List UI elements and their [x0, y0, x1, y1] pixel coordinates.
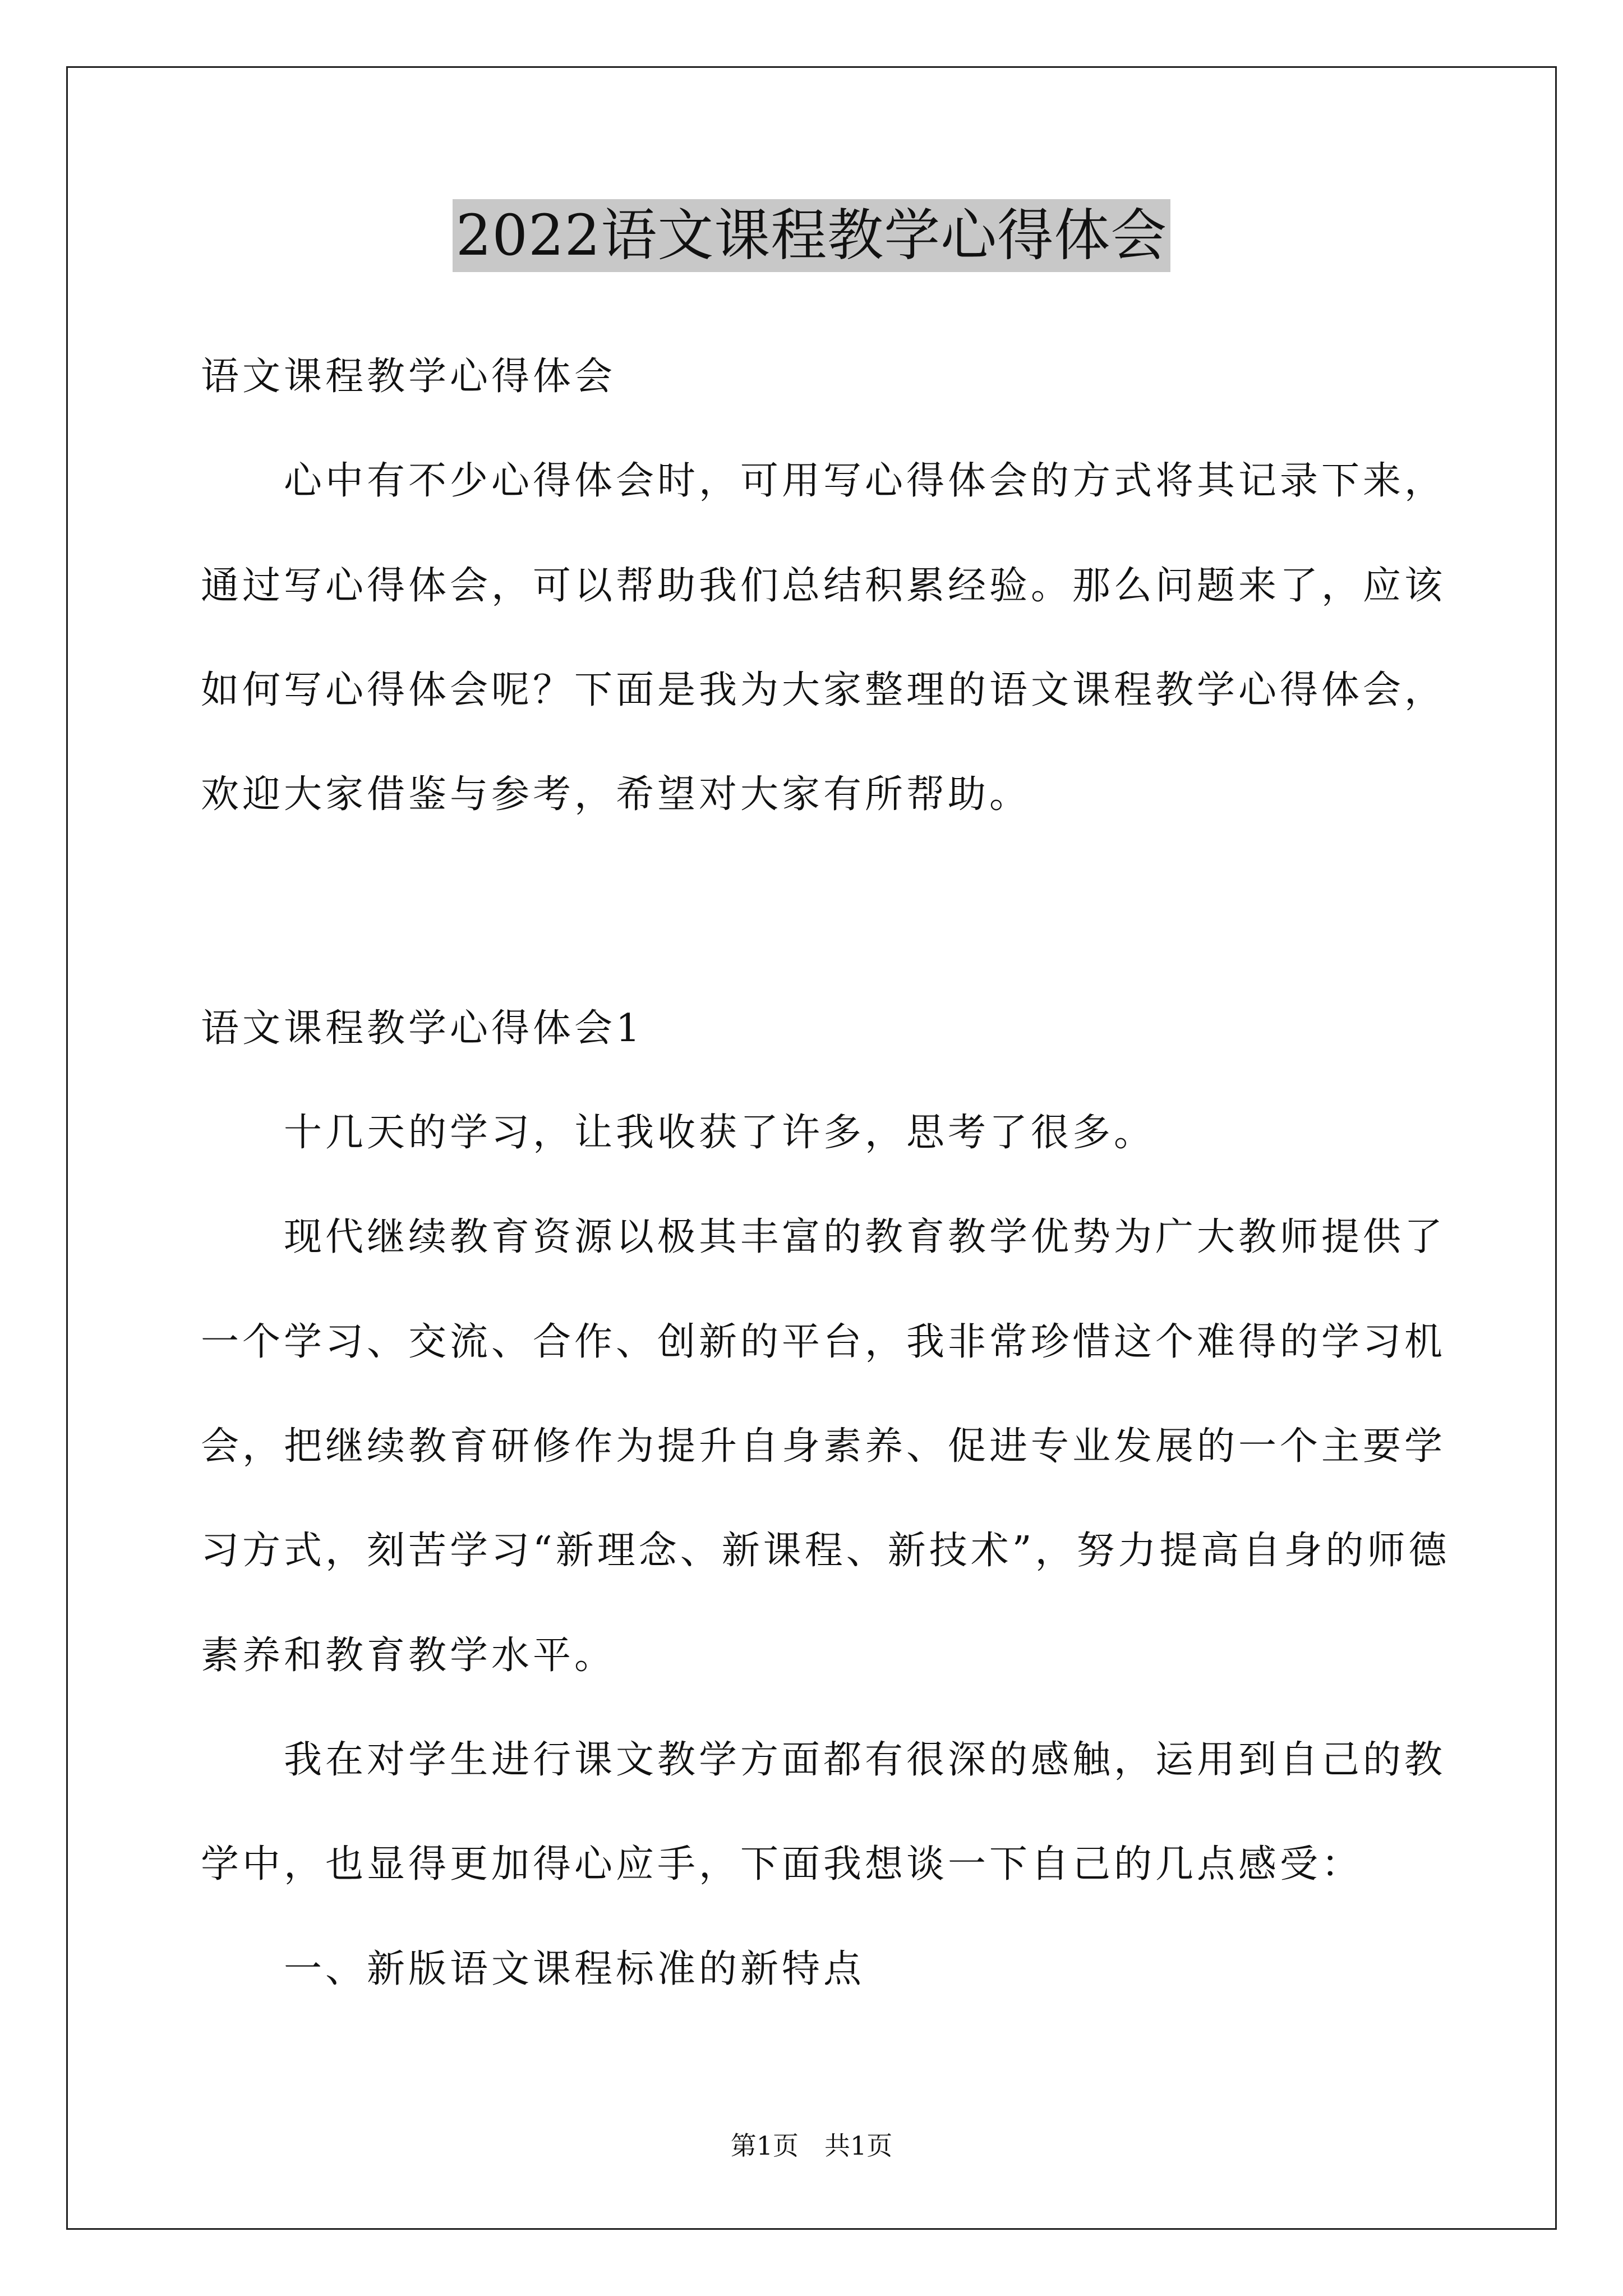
- document-title[interactable]: 2022语文课程教学心得体会: [453, 199, 1171, 272]
- section-heading: 语文课程教学心得体会: [201, 355, 616, 399]
- paragraph-line: 如何写心得体会呢？下面是我为大家整理的语文课程教学心得体会，: [201, 668, 1446, 712]
- paragraph-line: 一个学习、交流、合作、创新的平台，我非常珍惜这个难得的学习机: [201, 1320, 1446, 1364]
- paragraph-line: 十几天的学习，让我收获了许多，思考了很多。: [201, 1111, 1156, 1155]
- paragraph-line: 习方式，刻苦学习“新理念、新课程、新技术”，努力提高自身的师德: [201, 1529, 1450, 1573]
- paragraph-line: 我在对学生进行课文教学方面都有很深的感触，运用到自己的教: [201, 1738, 1446, 1782]
- title-container: [0, 199, 1623, 272]
- paragraph-line: 一、新版语文课程标准的新特点: [201, 1947, 865, 1991]
- paragraph-line: 学中，也显得更加得心应手，下面我想谈一下自己的几点感受：: [201, 1842, 1363, 1887]
- paragraph-line: 素养和教育教学水平。: [201, 1634, 616, 1678]
- paragraph-line: 会，把继续教育研修作为提升自身素养、促进专业发展的一个主要学: [201, 1424, 1446, 1469]
- page-footer: 第1页 共1页: [730, 2131, 893, 2161]
- paragraph-line: 欢迎大家借鉴与参考，希望对大家有所帮助。: [201, 772, 1031, 817]
- paragraph-line: 现代继续教育资源以极其丰富的教育教学优势为广大教师提供了: [201, 1215, 1446, 1259]
- paragraph-line: 通过写心得体会，可以帮助我们总结积累经验。那么问题来了，应该: [201, 564, 1446, 608]
- paragraph-line: 心中有不少心得体会时，可用写心得体会的方式将其记录下来，: [201, 459, 1446, 503]
- section-heading: 语文课程教学心得体会1: [201, 1006, 644, 1051]
